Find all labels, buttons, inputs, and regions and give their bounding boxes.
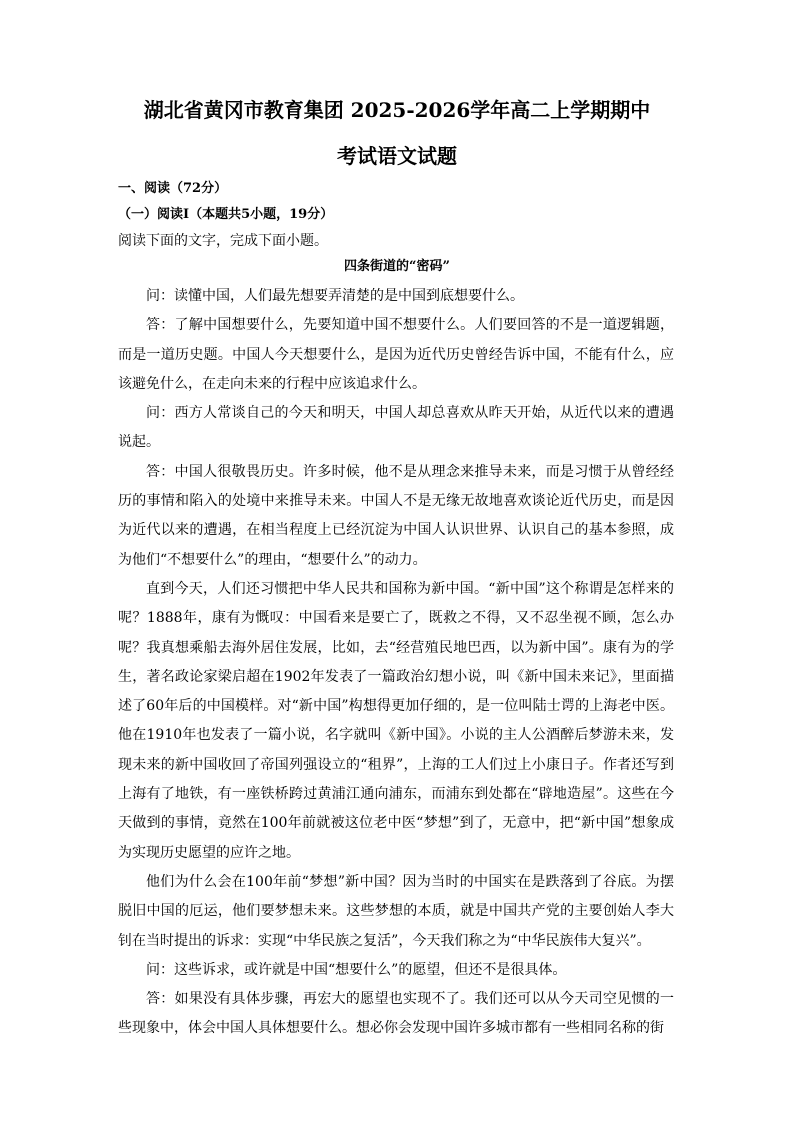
article-body (118, 282, 674, 1044)
paragraph: 答：中国人很敬畏历史。许多时候，他不是从理念来推导未来，而是习惯于从曾经经历的事情和陷入的处境中来推导未来。中国人不是无缘无故地喜欢谈论近代历史，而是因为近代以来的遭遇，在相当程度上已经沉淀为中国人认识世界、认识自己的基本参照，成为他们“不想要什么”的理由，“想要什么”的动力。 (118, 463, 674, 568)
paragraph: 答：了解中国想要什么，先要知道中国不想要什么。人们要回答的不是一道逻辑题，而是一道历史题。中国人今天想要什么，是因为近代历史曾经告诉中国，不能有什么，应该避免什么，在走向未来的行程中应该追求什么。 (118, 317, 674, 392)
article-title: 四条街道的“密码” (344, 259, 450, 274)
paragraph: 直到今天，人们还习惯把中华人民共和国称为新中国。“新中国”这个称谓是怎样来的呢？1888年，康有为慨叹：中国看来是要亡了，既救之不得，又不忍坐视不顾，怎么办呢？我真想乘船去海外居住发展，比如，去“经营殖民地巴西，以为新中国”。康有为的学生，著名政论家梁启超在1902年发表了一篇政治幻想小说，叫《新中国未来记》，里面描述了60年后的中国模样。对“新中国”构想得更加仔细的，是一位叫陆士谔的上海老中医。他在1910年也发表了一篇小说，名字就叫《新中国》。小说的主人公酒醉后梦游未来，发现未来的新中国收回了帝国列强设立的“租界”，上海的工人们过上小康日子。作者还写到上海有了地铁，有一座铁桥跨过黄浦江通向浦东，而浦东到处都在“辟地造屋”。这些在今天做到的事情，竟然在100年前就被这位老中医“梦想”到了，无意中，把“新中国”想象成为实现历史愿望的应许之地。 (118, 580, 674, 861)
paragraph: 问：这些诉求，或许就是中国“想要什么”的愿望，但还不是很具体。 (146, 961, 567, 978)
paragraph: 答：如果没有具体步骤，再宏大的愿望也实现不了。我们还可以从今天司空见惯的一些现象中，体会中国人具体想要什么。想必你会发现中国许多城市都有一些相同名称的街 (118, 991, 674, 1037)
section-heading: 一、阅读（72分） (118, 181, 228, 196)
paragraph: 他们为什么会在100年前“梦想”新中国？因为当时的中国实在是跌落到了谷底。为摆脱旧中国的厄运，他们要梦想未来。这些梦想的本质，就是中国共产党的主要创始人李大钊在当时提出的诉求：实现“中华民族之复活”，今天我们称之为“中华民族伟大复兴”。 (118, 873, 674, 949)
document-title-line-1: 湖北省黄冈市教育集团 2025-2026学年高二上学期期中 (143, 98, 651, 122)
paragraph: 问：读懂中国，人们最先想要弄清楚的是中国到底想要什么。 (146, 288, 524, 304)
document-title-line-2: 考试语文试题 (337, 144, 457, 168)
paragraph: 问：西方人常谈自己的今天和明天，中国人却总喜欢从昨天开始，从近代以来的遭遇说起。 (118, 405, 674, 451)
subsection-heading: （一）阅读Ⅰ（本题共5小题，19分） (118, 207, 334, 222)
instruction-text: 阅读下面的文字，完成下面小题。 (118, 233, 328, 249)
